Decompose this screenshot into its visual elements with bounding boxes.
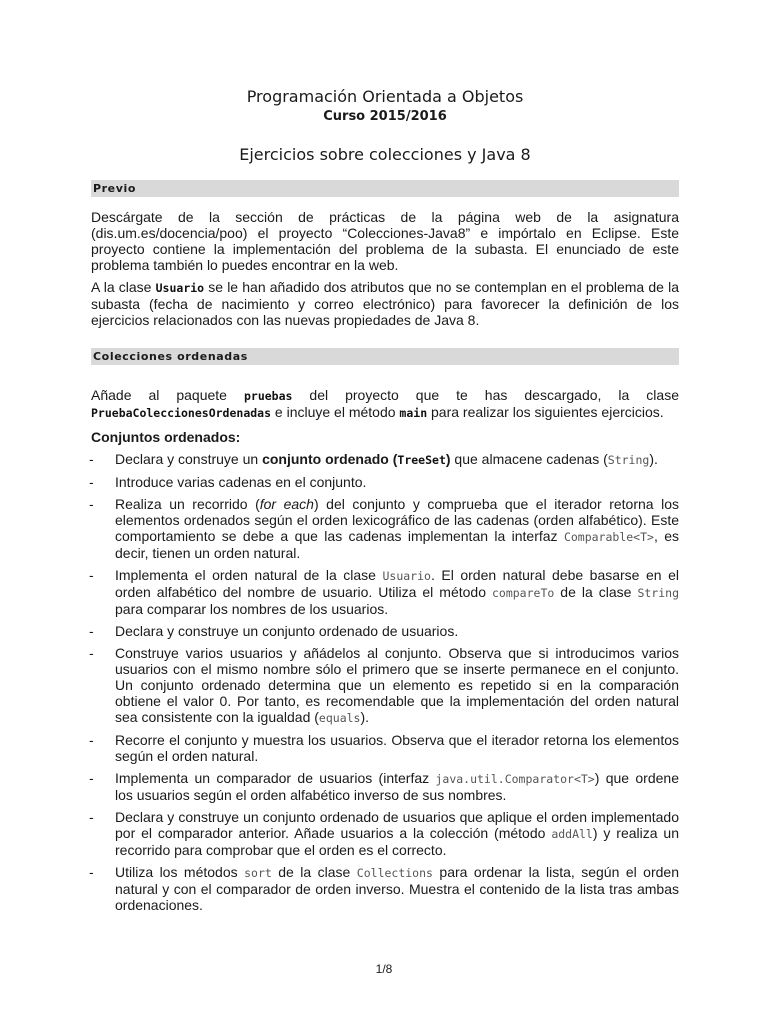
text-span: A la clase <box>91 279 156 295</box>
code-comparator: java.util.Comparator<T> <box>435 772 595 786</box>
subheading-conjuntos: Conjuntos ordenados: <box>91 429 241 445</box>
list-item <box>91 496 679 561</box>
list-item <box>91 623 679 639</box>
text-span: Utiliza los métodos <box>115 864 245 880</box>
list-item <box>91 567 679 617</box>
code-prueba-colecciones: PruebaColeccionesOrdenadas <box>91 406 272 420</box>
intro-paragraph <box>91 387 679 421</box>
dash-bullet: - <box>89 770 94 786</box>
list-item <box>91 451 679 468</box>
dash-bullet: - <box>89 474 94 490</box>
text-span: Realiza un recorrido ( <box>115 496 260 512</box>
list-item <box>91 809 679 858</box>
course-label: Curso 2015/2016 <box>323 109 447 124</box>
text-span: que almacene cadenas ( <box>450 451 608 467</box>
document-header <box>91 86 679 166</box>
text-span: Declara y construye un <box>115 451 263 467</box>
text-span: ). <box>360 709 370 725</box>
dash-bullet: - <box>89 623 94 639</box>
list-item <box>91 732 679 764</box>
previo-paragraph-2 <box>91 279 679 328</box>
page-number: 1/8 <box>375 962 393 976</box>
italic-text: for each <box>259 496 314 512</box>
dash-bullet: - <box>89 645 94 661</box>
dash-bullet: - <box>89 732 94 748</box>
text-span: , es decir, tienen un orden natural. <box>115 528 679 561</box>
bold-text: conjunto ordenado ( <box>262 451 398 467</box>
dash-bullet: - <box>89 567 94 583</box>
dash-bullet: - <box>89 451 94 467</box>
code-treeset: TreeSet <box>397 453 446 467</box>
dash-bullet: - <box>89 864 94 880</box>
text-span: . El orden natural debe basarse en el orden alfabético del nombre de usuario. Utiliza el método <box>115 567 679 600</box>
code-usuario: Usuario <box>382 569 431 583</box>
document-page <box>91 86 679 919</box>
text-span: del proyecto que te has descargado, la clase <box>292 387 679 403</box>
text-span: Declara y construye un conjunto ordenado de usuarios que aplique el orden implementado por el comparador anterior. Añade usuarios a la colección (método <box>115 809 679 841</box>
code-addall: addAll <box>551 827 593 841</box>
text-span: para realizar los siguientes ejercicios. <box>427 404 664 420</box>
bold-text: ) <box>445 451 451 467</box>
document-subtitle: Ejercicios sobre colecciones y Java 8 <box>239 145 531 164</box>
section-header-previo: Previo <box>91 180 679 197</box>
text-span: ) que ordene los usuarios según el orden alfabético inverso de sus nombres. <box>115 770 679 803</box>
exercise-list <box>91 451 679 913</box>
text-span: para ordenar la lista, según el orden natural y con el comparador de orden inverso. Muestra el contenido de la lista tras ambas ordenaciones. <box>115 864 679 913</box>
text-span: Recorre el conjunto y muestra los usuarios. Observa que el iterador retorna los elementos según el orden natural. <box>115 732 679 764</box>
code-string: String <box>607 453 650 467</box>
code-compareto: compareTo <box>491 586 555 600</box>
text-span: e incluye el método <box>271 404 400 420</box>
text-span: Implementa un comparador de usuarios (interfaz <box>115 770 436 786</box>
text-span: Añade al paquete <box>91 387 244 403</box>
code-equals: equals <box>318 711 361 725</box>
code-usuario: Usuario <box>155 281 205 295</box>
text-span: ). <box>649 451 658 467</box>
code-collections: Collections <box>356 866 433 880</box>
list-item <box>91 645 679 726</box>
text-span: de la clase <box>554 584 638 600</box>
text-span: Implementa el orden natural de la clase <box>115 567 383 583</box>
code-main: main <box>399 406 428 420</box>
dash-bullet: - <box>89 496 94 512</box>
document-title: Programación Orientada a Objetos <box>246 87 524 106</box>
code-sort: sort <box>244 866 272 880</box>
text-span: Introduce varias cadenas en el conjunto. <box>115 474 367 490</box>
list-item <box>91 770 679 803</box>
text-span: de la clase <box>271 864 357 880</box>
code-comparable: Comparable<T> <box>563 530 654 544</box>
text-span: Construye varios usuarios y añádelos al conjunto. Observa que si introducimos varios usuarios con el mismo nombre sólo el primero que se inserte permanece en el conjunto. Un conjunto ordenado determina que un elemento es repetido si en la comparación obtiene el valor 0. Por tanto, es recomendable que la implementación del orden natural sea consistente con la igualdad ( <box>115 645 679 725</box>
text-span: Declara y construye un conjunto ordenado de usuarios. <box>115 623 459 639</box>
text-span: ) del conjunto y comprueba que el iterador retorna los elementos ordenados según el orden lexicográfico de las cadenas (orden alfabético). Este comportamiento se debe a que las cadenas implementan la interfaz <box>115 496 679 544</box>
previo-paragraph-1: Descárgate de la sección de prácticas de la página web de la asignatura (dis.um.es/docencia/poo) el proyecto “Colecciones-Java8” e impórtalo en Eclipse. Este proyecto contiene la implementación del problema de la subasta. El enunciado de este problema también lo puedes encontrar en la web. <box>91 209 679 273</box>
text-span: para comparar los nombres de los usuarios. <box>115 601 389 617</box>
code-pruebas: pruebas <box>243 389 293 403</box>
dash-bullet: - <box>89 809 94 825</box>
text-span: se le han añadido dos atributos que no se contemplan en el problema de la subasta (fecha de nacimiento y correo electrónico) para favorecer la definición de los ejercicios relacionados con las nuevas propiedades de Java 8. <box>91 279 679 328</box>
list-item <box>91 864 679 913</box>
list-item <box>91 474 679 490</box>
text-span: ) y realiza un recorrido para comprobar que el orden es el correcto. <box>115 825 679 858</box>
section-header-colecciones: Colecciones ordenadas <box>91 348 679 365</box>
code-string: String <box>637 586 679 600</box>
